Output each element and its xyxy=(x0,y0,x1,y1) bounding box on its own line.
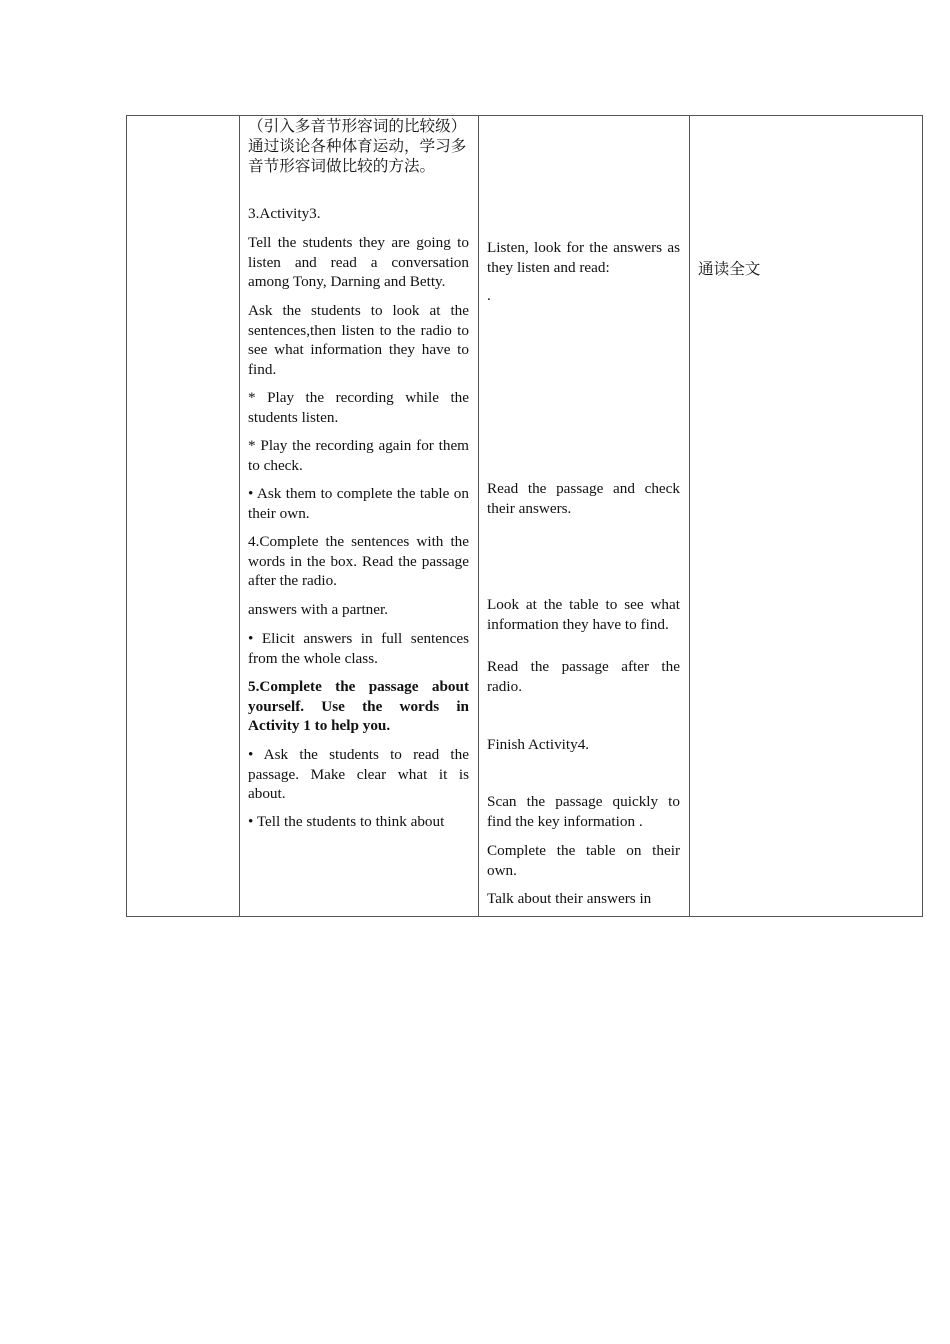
student-paragraph: Read the passage and check their answers. xyxy=(487,480,680,517)
teacher-paragraph: • Elicit answers in full sentences from the whole class. xyxy=(248,630,469,667)
teacher-paragraph: answers with a partner. xyxy=(248,601,389,618)
student-paragraph: Talk about their answers in xyxy=(487,890,652,907)
teacher-paragraph: • Tell the students to think about xyxy=(248,813,445,830)
student-paragraph: Read the passage after the radio. xyxy=(487,658,680,695)
stage-cell xyxy=(127,116,240,917)
teacher-paragraph: Ask the students to look at the sentences,then listen to the radio to see what information they have to find. xyxy=(248,302,469,378)
student-paragraph: . xyxy=(487,287,491,304)
teacher-paragraph: • Ask the students to read the passage. Make clear what it is about. xyxy=(248,746,469,802)
teacher-paragraph: 5.Complete the passage about yourself. Use the words in Activity 1 to help you. xyxy=(248,678,469,734)
lesson-plan-table xyxy=(126,115,923,917)
teacher-paragraph: Tell the students they are going to listen and read a conversation among Tony, Darning and Betty. xyxy=(248,234,469,290)
student-paragraph: Look at the table to see what information they have to find. xyxy=(487,596,680,633)
purpose-cell xyxy=(690,116,923,917)
student-paragraph: Scan the passage quickly to find the key information . xyxy=(487,793,680,830)
teacher-paragraph: （引入多音节形容词的比较级）通过谈论各种体育运动，学习多音节形容词做比较的方法。 xyxy=(248,117,467,175)
teacher-paragraph: * Play the recording again for them to check. xyxy=(248,437,469,474)
student-paragraph: Complete the table on their own. xyxy=(487,842,680,879)
teacher-activity-cell xyxy=(240,116,479,917)
table-row xyxy=(127,116,923,917)
student-activity-cell xyxy=(479,116,690,917)
teacher-paragraph: 3.Activity3. xyxy=(248,205,321,222)
student-paragraph: Listen, look for the answers as they listen and read: xyxy=(487,239,680,276)
student-paragraph: Finish Activity4. xyxy=(487,736,590,753)
purpose-text: 通读全文 xyxy=(698,260,761,278)
teacher-paragraph: * Play the recording while the students listen. xyxy=(248,389,469,426)
teacher-paragraph: • Ask them to complete the table on their own. xyxy=(248,485,469,522)
teacher-paragraph: 4.Complete the sentences with the words in the box. Read the passage after the radio. xyxy=(248,533,469,589)
